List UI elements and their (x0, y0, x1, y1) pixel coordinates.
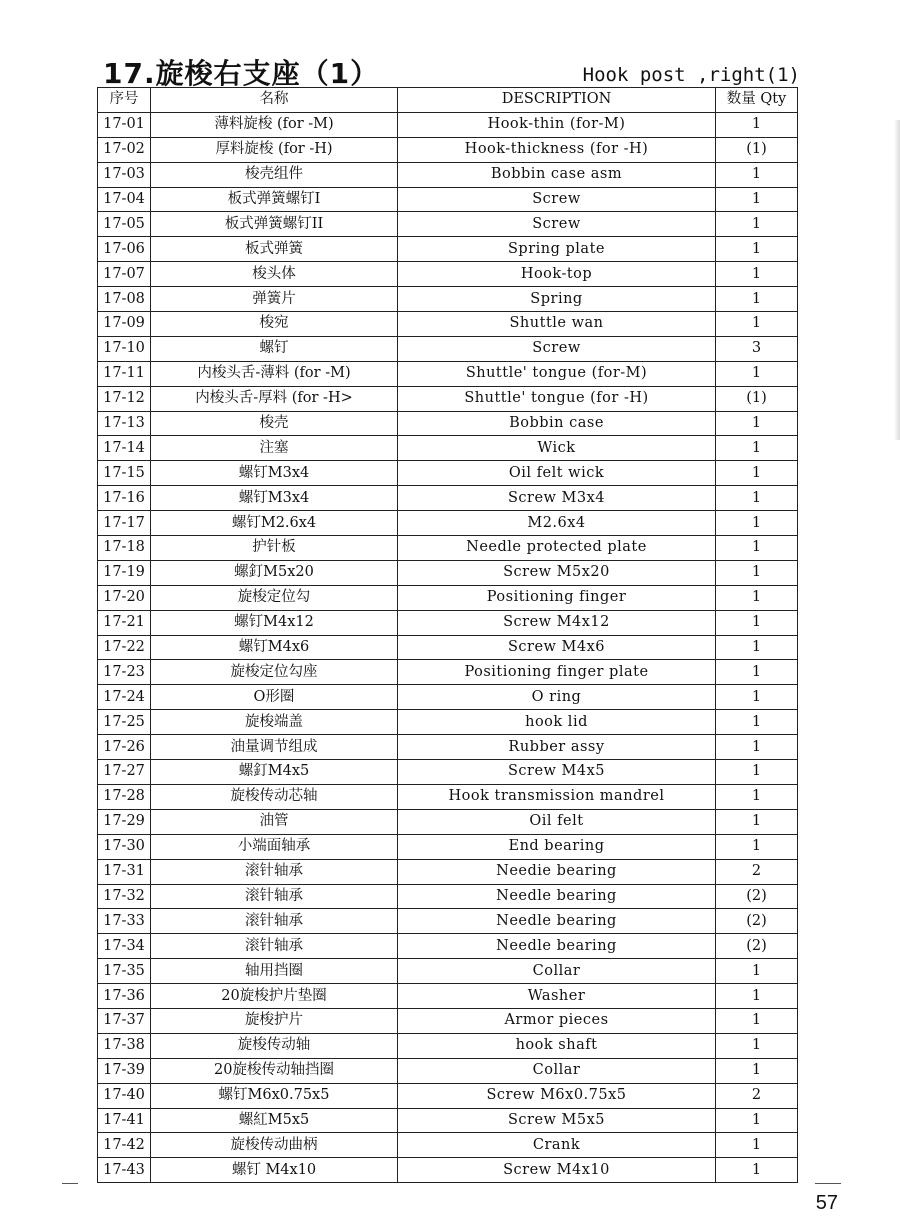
cell-name: 梭壳组件 (151, 162, 398, 187)
cell-name: 护针板 (151, 536, 398, 561)
table-row (98, 984, 798, 1009)
cell-name: 螺钉M2.6x4 (151, 511, 398, 536)
parts-table-body (98, 112, 798, 1182)
cell-qty: 1 (716, 287, 798, 312)
cell-description: Washer (398, 984, 716, 1009)
cell-description: Oil felt (398, 809, 716, 834)
cell-name: 油管 (151, 809, 398, 834)
cell-qty: 1 (716, 784, 798, 809)
cell-name: 梭头体 (151, 262, 398, 287)
cell-name: 板式弹簧 (151, 237, 398, 262)
cell-qty: 1 (716, 361, 798, 386)
crop-mark-left (62, 1183, 78, 1184)
cell-number: 17-24 (98, 685, 151, 710)
cell-name: 20旋梭传动轴挡圈 (151, 1058, 398, 1083)
cell-number: 17-13 (98, 411, 151, 436)
cell-number: 17-02 (98, 137, 151, 162)
table-row (98, 436, 798, 461)
table-row (98, 1083, 798, 1108)
cell-number: 17-43 (98, 1158, 151, 1183)
cell-description: Screw (398, 212, 716, 237)
cell-name: O形圈 (151, 685, 398, 710)
cell-qty: 1 (716, 436, 798, 461)
table-row (98, 610, 798, 635)
cell-description: Armor pieces (398, 1008, 716, 1033)
cell-number: 17-33 (98, 909, 151, 934)
cell-number: 17-31 (98, 859, 151, 884)
table-row (98, 884, 798, 909)
cell-description: Spring (398, 287, 716, 312)
cell-name: 板式弹簧螺钉I (151, 187, 398, 212)
cell-qty: 1 (716, 735, 798, 760)
cell-number: 17-05 (98, 212, 151, 237)
cell-qty: 3 (716, 336, 798, 361)
cell-number: 17-29 (98, 809, 151, 834)
cell-qty: 2 (716, 1083, 798, 1108)
table-row (98, 859, 798, 884)
table-row (98, 137, 798, 162)
cell-qty: 1 (716, 710, 798, 735)
cell-qty: 1 (716, 461, 798, 486)
cell-qty: 1 (716, 809, 798, 834)
cell-qty: (2) (716, 909, 798, 934)
table-row (98, 112, 798, 137)
table-row (98, 411, 798, 436)
cell-name: 板式弹簧螺钉II (151, 212, 398, 237)
cell-name: 旋梭传动轴 (151, 1033, 398, 1058)
cell-description: Shuttle' tongue (for -H) (398, 386, 716, 411)
cell-description: End bearing (398, 834, 716, 859)
cell-qty: 1 (716, 984, 798, 1009)
cell-number: 17-37 (98, 1008, 151, 1033)
cell-description: O ring (398, 685, 716, 710)
cell-name: 梭壳 (151, 411, 398, 436)
cell-description: Screw M3x4 (398, 486, 716, 511)
cell-number: 17-25 (98, 710, 151, 735)
cell-name: 旋梭端盖 (151, 710, 398, 735)
cell-description: Screw (398, 336, 716, 361)
cell-number: 17-40 (98, 1083, 151, 1108)
cell-qty: 1 (716, 610, 798, 635)
table-row (98, 461, 798, 486)
cell-number: 17-07 (98, 262, 151, 287)
cell-name: 油量调节组成 (151, 735, 398, 760)
crop-mark-right (815, 1183, 841, 1184)
cell-number: 17-09 (98, 312, 151, 337)
cell-description: Shuttle wan (398, 312, 716, 337)
cell-qty: 1 (716, 511, 798, 536)
cell-description: Screw M5x5 (398, 1108, 716, 1133)
cell-description: Needle bearing (398, 884, 716, 909)
cell-number: 17-04 (98, 187, 151, 212)
cell-number: 17-23 (98, 660, 151, 685)
cell-qty: (2) (716, 884, 798, 909)
header-number: 序号 (98, 88, 151, 113)
table-row (98, 809, 798, 834)
cell-description: Positioning finger plate (398, 660, 716, 685)
table-row (98, 1108, 798, 1133)
cell-description: M2.6x4 (398, 511, 716, 536)
cell-number: 17-06 (98, 237, 151, 262)
table-row (98, 212, 798, 237)
table-row (98, 486, 798, 511)
cell-qty: 1 (716, 685, 798, 710)
cell-name: 滚针轴承 (151, 884, 398, 909)
cell-qty: 1 (716, 162, 798, 187)
cell-number: 17-16 (98, 486, 151, 511)
cell-description: Hook-top (398, 262, 716, 287)
cell-qty: 1 (716, 237, 798, 262)
table-row (98, 1158, 798, 1183)
cell-number: 17-03 (98, 162, 151, 187)
table-row (98, 536, 798, 561)
cell-description: Needie bearing (398, 859, 716, 884)
cell-name: 薄料旋梭 (for -M) (151, 112, 398, 137)
table-row (98, 336, 798, 361)
cell-description: Screw M5x20 (398, 560, 716, 585)
cell-description: Rubber assy (398, 735, 716, 760)
cell-description: Screw M6x0.75x5 (398, 1083, 716, 1108)
cell-number: 17-30 (98, 834, 151, 859)
cell-description: Screw (398, 187, 716, 212)
cell-qty: 1 (716, 834, 798, 859)
table-row (98, 1033, 798, 1058)
page-edge-shadow (894, 120, 900, 440)
cell-qty: 1 (716, 536, 798, 561)
cell-name: 滚针轴承 (151, 859, 398, 884)
cell-description: Needle protected plate (398, 536, 716, 561)
cell-name: 螺釘M5x20 (151, 560, 398, 585)
cell-qty: 1 (716, 560, 798, 585)
cell-qty: 1 (716, 411, 798, 436)
table-row (98, 312, 798, 337)
table-row (98, 262, 798, 287)
cell-qty: 1 (716, 585, 798, 610)
table-row (98, 685, 798, 710)
cell-number: 17-17 (98, 511, 151, 536)
cell-qty: (1) (716, 137, 798, 162)
cell-description: Hook-thickness (for -H) (398, 137, 716, 162)
cell-number: 17-28 (98, 784, 151, 809)
cell-description: Oil felt wick (398, 461, 716, 486)
cell-number: 17-20 (98, 585, 151, 610)
cell-qty: 1 (716, 959, 798, 984)
cell-name: 螺钉 (151, 336, 398, 361)
cell-number: 17-12 (98, 386, 151, 411)
cell-description: Screw M4x12 (398, 610, 716, 635)
cell-name: 滚针轴承 (151, 909, 398, 934)
cell-name: 梭宛 (151, 312, 398, 337)
cell-qty: (1) (716, 386, 798, 411)
page-title: 17.旋梭右支座（1） (103, 57, 380, 90)
cell-name: 旋梭定位勾 (151, 585, 398, 610)
cell-number: 17-41 (98, 1108, 151, 1133)
cell-description: Hook transmission mandrel (398, 784, 716, 809)
table-row (98, 237, 798, 262)
cell-qty: (2) (716, 934, 798, 959)
cell-number: 17-42 (98, 1133, 151, 1158)
cell-description: Shuttle' tongue (for-M) (398, 361, 716, 386)
table-row (98, 162, 798, 187)
cell-qty: 1 (716, 1108, 798, 1133)
cell-qty: 1 (716, 760, 798, 785)
cell-description: Screw M4x5 (398, 760, 716, 785)
table-row (98, 585, 798, 610)
cell-name: 厚料旋梭 (for -H) (151, 137, 398, 162)
page-subtitle: Hook post ,right(1) (582, 64, 800, 86)
cell-name: 螺钉M6x0.75x5 (151, 1083, 398, 1108)
cell-number: 17-21 (98, 610, 151, 635)
header-name: 名称 (151, 88, 398, 113)
cell-qty: 1 (716, 1008, 798, 1033)
cell-number: 17-38 (98, 1033, 151, 1058)
cell-description: Screw M4x6 (398, 635, 716, 660)
cell-qty: 1 (716, 112, 798, 137)
cell-number: 17-14 (98, 436, 151, 461)
table-row (98, 560, 798, 585)
cell-name: 螺钉M4x6 (151, 635, 398, 660)
cell-name: 螺钉M3x4 (151, 486, 398, 511)
cell-name: 螺钉 M4x10 (151, 1158, 398, 1183)
cell-description: Collar (398, 1058, 716, 1083)
cell-number: 17-36 (98, 984, 151, 1009)
cell-name: 弹簧片 (151, 287, 398, 312)
cell-qty: 1 (716, 660, 798, 685)
cell-number: 17-10 (98, 336, 151, 361)
cell-name: 20旋梭护片垫圈 (151, 984, 398, 1009)
cell-description: Bobbin case (398, 411, 716, 436)
cell-description: Positioning finger (398, 585, 716, 610)
header-qty: 数量 Qty (716, 88, 798, 113)
table-row (98, 934, 798, 959)
cell-number: 17-01 (98, 112, 151, 137)
cell-description: Bobbin case asm (398, 162, 716, 187)
cell-qty: 1 (716, 486, 798, 511)
table-row (98, 909, 798, 934)
cell-number: 17-22 (98, 635, 151, 660)
cell-description: hook shaft (398, 1033, 716, 1058)
cell-name: 螺釘M4x5 (151, 760, 398, 785)
cell-name: 滚针轴承 (151, 934, 398, 959)
cell-qty: 1 (716, 1033, 798, 1058)
cell-name: 螺钉M3x4 (151, 461, 398, 486)
cell-name: 小端面轴承 (151, 834, 398, 859)
cell-qty: 1 (716, 1158, 798, 1183)
cell-description: Hook-thin (for-M) (398, 112, 716, 137)
cell-qty: 1 (716, 312, 798, 337)
table-row (98, 1133, 798, 1158)
cell-number: 17-11 (98, 361, 151, 386)
cell-qty: 1 (716, 212, 798, 237)
cell-name: 注塞 (151, 436, 398, 461)
table-row (98, 361, 798, 386)
cell-number: 17-27 (98, 760, 151, 785)
parts-table (97, 87, 798, 1183)
cell-number: 17-35 (98, 959, 151, 984)
cell-description: hook lid (398, 710, 716, 735)
cell-description: Spring plate (398, 237, 716, 262)
cell-description: Wick (398, 436, 716, 461)
table-row (98, 1008, 798, 1033)
table-row (98, 511, 798, 536)
cell-name: 内梭头舌-厚料 (for -H> (151, 386, 398, 411)
cell-name: 螺钉M4x12 (151, 610, 398, 635)
table-row (98, 386, 798, 411)
table-row (98, 635, 798, 660)
cell-name: 螺紅M5x5 (151, 1108, 398, 1133)
page-number: 57 (815, 1192, 838, 1214)
cell-qty: 1 (716, 262, 798, 287)
cell-description: Collar (398, 959, 716, 984)
cell-description: Needle bearing (398, 934, 716, 959)
table-row (98, 710, 798, 735)
cell-number: 17-34 (98, 934, 151, 959)
cell-number: 17-39 (98, 1058, 151, 1083)
table-row (98, 959, 798, 984)
cell-number: 17-32 (98, 884, 151, 909)
cell-name: 旋梭定位勾座 (151, 660, 398, 685)
table-row (98, 735, 798, 760)
cell-name: 旋梭传动芯轴 (151, 784, 398, 809)
table-row (98, 1058, 798, 1083)
cell-description: Screw M4x10 (398, 1158, 716, 1183)
cell-name: 内梭头舌-薄料 (for -M) (151, 361, 398, 386)
cell-description: Crank (398, 1133, 716, 1158)
table-row (98, 834, 798, 859)
cell-qty: 1 (716, 187, 798, 212)
cell-number: 17-18 (98, 536, 151, 561)
cell-description: Needle bearing (398, 909, 716, 934)
cell-number: 17-15 (98, 461, 151, 486)
cell-qty: 1 (716, 1133, 798, 1158)
header-description: DESCRIPTION (398, 88, 716, 113)
cell-number: 17-08 (98, 287, 151, 312)
cell-qty: 2 (716, 859, 798, 884)
table-row (98, 287, 798, 312)
cell-qty: 1 (716, 635, 798, 660)
cell-name: 轴用挡圈 (151, 959, 398, 984)
table-row (98, 760, 798, 785)
table-row (98, 187, 798, 212)
cell-qty: 1 (716, 1058, 798, 1083)
cell-number: 17-19 (98, 560, 151, 585)
cell-name: 旋梭传动曲柄 (151, 1133, 398, 1158)
cell-name: 旋梭护片 (151, 1008, 398, 1033)
cell-number: 17-26 (98, 735, 151, 760)
table-header-row (98, 88, 798, 113)
table-row (98, 660, 798, 685)
table-row (98, 784, 798, 809)
